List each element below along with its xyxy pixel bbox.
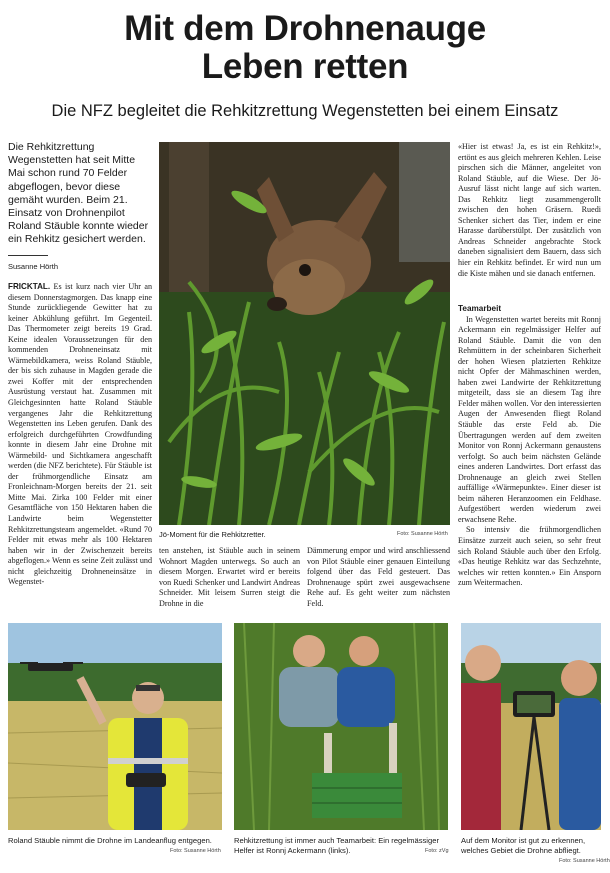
photo-1-caption: Roland Stäuble nimmt die Drohne im Landeanflug entgegen. <box>8 836 212 845</box>
subheadline: Die NFZ begleitet die Rehkitzrettung Wegenstetten bei einem Einsatz <box>51 102 559 120</box>
main-photo-caption: Jö-Moment für die Rehkitzretter. <box>159 530 266 539</box>
section-heading-teamarbeit: Teamarbeit <box>458 304 502 313</box>
main-photo-credit: Foto: Susanne Hörth <box>397 531 448 537</box>
body-text-3c: So intensiv die frühmorgendlichen Einsätze zurzeit auch seien, so sehr freut sich Roland Stäuble auch über den Erfolg. «Das heutige Rehkitz war das Sechzehnte, welches wir retten konnten.» Ein Ansporn zum Weitermachen. <box>458 525 601 588</box>
drone-landing-photo <box>8 623 222 830</box>
photo-3-credit: Foto: Susanne Hörth <box>559 858 610 864</box>
body-column-2b: Dämmerung empor und wird anschliessend von Pilot Stäuble einer genauen Einteilung folgend über das Feld gesteuert. Das Drohnenauge spürt zwei ausgewachsene Rehe auf. Es geht weiter zum nächsten Feld. <box>307 546 450 608</box>
body-column-3b <box>458 304 601 589</box>
monitor-photo-graphic <box>461 623 601 830</box>
body-text-1: Es ist kurz nach vier Uhr an diesem Donnerstagmorgen. Das knapp eine Stunde zurückliegende Gewitter hat zu keiner Abkühlung geführt. Im Gegenteil. Das Thermometer zeigt bereits 19 Grad. Keine idealen Voraussetzungen für den kommenden Drohneneinsatz mit Wärmebildkamera, weiss Roland Stäuble, der bis sich zuhause in Magden gerade die zwei Koffer mit der entsprechenden Ausrüstung verstaut hat. Zusammen mit Gleichgesinnten hatte Roland Stäuble vergangenes Jahr die Rehkitzrettung Wegenstetten ins Leben gerufen. Dank des erfolgreich durchgeführten Crowdfunding konnte in diesem Jahr eine Drohne mit Wärmebild- und Sichtkamera angeschafft werden (die NFZ berichtete). Für Stäuble ist der frühmorgendliche Einsatz am Fronleichnam-Morgen bereits der 21. seit Mitte Mai. Zirka 100 Felder mit einer Gesamtfläche von 150 Hektaren haben die Landwirte beim Wegenstetter Rehkitzrettungsteam angemeldet. «Rund 70 Felder mit etwas mehr als 100 Hektaren haben wir in der Zwischenzeit bereits abgeflogen.» Wenn es seine Zeit zulässt und nicht gleichzeitig Drohneneinsätze in Wegenstet- <box>8 282 152 587</box>
photo-2-caption: Rehkitzrettung ist immer auch Teamarbeit: Ein regelmässiger Helfer ist Ronnj Ackermann (links). <box>234 836 439 855</box>
headline-line-2: Leben retten <box>201 47 409 86</box>
body-text-3b: In Wegenstetten wartet bereits mit Ronnj Ackermann ein regelmässiger Helfer auf Roland Stäuble. Damit die von den Rehmüttern in der scheinbaren Sicherheit der hohen Wiesen platzierten Rehkitze nicht Opfer der Mähmaschinen werden, haben zwei Landwirte der Rehkitzrettung mitgeteilt, dass sie an diesem Tag ihre Felder mähen wollen. Vor den interessierten Augen der Anwesenden fliegt Roland Stäuble das erste Feld ab. Die Übertragungen werden auf dem zweiten Monitor von Ronnj Ackermann genaustens verfolgt. So auch beim nächsten Gelände eines anderen Landwirtes. Dort erfasst das Drohnenauge an gleich zwei Stellen auffällige «Wärmepunkte». Einer dieser ist beim näheren Heranzoomen ein Feldhase. Aufgestöbert werden wiederum zwei erwachsene Rehe. <box>458 314 601 524</box>
lead-paragraph: Die Rehkitzrettung Wegenstetten hat seit Mitte Mai schon rund 70 Felder abgeflogen, bevor diese gemäht wurden. Beim 21. Einsatz von Drohnenpilot Roland Stäuble konnte wieder ein Rehkitz gesichert werden. <box>8 141 149 246</box>
body-column-1 <box>8 282 152 588</box>
monitor-photo <box>461 623 601 830</box>
photo-1-credit: Foto: Susanne Hörth <box>170 848 221 854</box>
team-photo <box>234 623 448 830</box>
photo-3-caption: Auf dem Monitor ist gut zu erkennen, welches Gebiet die Drohne abfliegt. <box>461 836 586 855</box>
fawn-in-grass-photo <box>159 142 450 525</box>
lead-divider <box>8 255 48 256</box>
photo-2-credit: Foto: zVg <box>425 848 449 854</box>
body-column-3a: «Hier ist etwas! Ja, es ist ein Rehkitz!», ertönt es aus gleich mehreren Kehlen. Leise pirschen sich die Männer, angeleitet von Roland Stäuble, auf die Wiese. Der Jö-Ausruf lässt nicht lange auf sich warten. Das Rehkitz liegt zusammengerollt zwischen den hohen Gräsern. Ruedi Schenker sichert das Tier, indem er eine Harasse darüberstülpt. Der zusätzlich von Andreas Schneider angebrachte Stock daneben signalisiert dem Bauern, dass sich hier ein Rehkitz befindet. Er wird nun um die Kiste mähen und sie danach entfernen. <box>458 142 601 278</box>
fawn-photo-graphic <box>159 142 450 525</box>
body-column-2a: ten anstehen, ist Stäuble auch in seinem Wohnort Magden unterwegs. So auch an diesem Morgen. Erwartet wird er bereits von Ruedi Schenker und Landwirt Andreas Schneider. Mit leisem Surren steigt die Drohne in die <box>159 546 300 608</box>
team-photo-graphic <box>234 623 448 830</box>
headline-line-1: Mit dem Drohnenauge <box>124 9 486 48</box>
author-byline: Susanne Hörth <box>8 262 59 271</box>
dateline: FRICKTAL. <box>8 282 51 291</box>
drone-landing-graphic <box>8 623 222 830</box>
headline <box>0 10 610 86</box>
